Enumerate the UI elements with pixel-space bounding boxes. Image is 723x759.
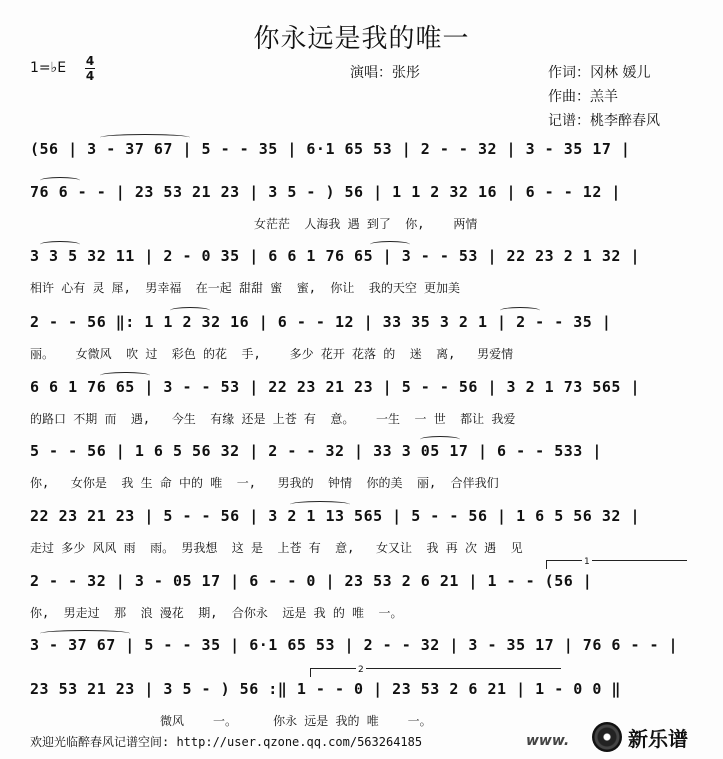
notes-line: 3 - 37 67 | 5 - - 35 | 6·1 65 53 | 2 - - 32 | 3 - 35 17 | 76 6 - - | xyxy=(30,636,679,654)
slur xyxy=(40,241,80,248)
notes-line: 3 3 5 32 11 | 2 - 0 35 | 6 6 1 76 65 | 3 - - 53 | 22 23 2 1 32 | xyxy=(30,247,640,265)
song-title: 你永远是我的唯一 xyxy=(253,24,470,54)
footer-text: 欢迎光临醉春风记谱空间: http://user.qzone.qq.com/563264185 xyxy=(30,735,423,749)
score-system-8 xyxy=(0,557,723,636)
slur xyxy=(40,630,130,637)
notes-line: 5 - - 56 | 1 6 5 56 32 | 2 - - 32 | 33 3 05 17 | 6 - - 533 | xyxy=(30,442,602,460)
volta-label: 1 xyxy=(584,557,590,567)
notes-line: 22 23 21 23 | 5 - - 56 | 3 2 1 13 565 | 5 - - 56 | 1 6 5 56 32 | xyxy=(30,507,640,525)
notes-line: 2 - - 56 ‖: 1 1 2 32 16 | 6 - - 12 | 33 35 3 2 1 | 2 - - 35 | xyxy=(30,313,612,331)
score-system-3 xyxy=(0,241,723,311)
lyricist-credit: 作词：冈林 媛儿 xyxy=(548,65,651,81)
lyrics-line: 你, 男走过 那 浪 漫花 期, 合你永 远是 我 的 唯 一。 xyxy=(30,606,403,620)
slur xyxy=(500,307,540,314)
score-system-4 xyxy=(0,307,723,377)
lyrics-line: 女茫茫 人海我 遇 到了 你, 两情 xyxy=(30,217,478,231)
site-logo xyxy=(592,718,720,756)
logo-text: 新乐谱 xyxy=(628,726,688,751)
slur xyxy=(100,134,190,141)
slur xyxy=(420,436,460,443)
lyrics-line: 微风 一。 你永 远是 我的 唯 一。 xyxy=(30,714,432,728)
time-signature-numerator: 4 xyxy=(85,54,95,68)
volta-label: 2 xyxy=(358,665,364,675)
lyrics-line: 你, 女你是 我 生 命 中的 唯 一, 男我的 钟情 你的美 丽, 合伴我们 xyxy=(30,476,499,490)
time-signature xyxy=(85,55,95,82)
lyrics-line: 丽。 女微风 吹 过 彩色 的花 手, 多少 花开 花落 的 迷 离, 男爱情 xyxy=(30,347,514,361)
singer-credit: 演唱：张彤 xyxy=(350,65,420,81)
watermark-text: www. xyxy=(526,733,570,749)
volta-bracket xyxy=(546,560,687,569)
notes-line: 76 6 - - | 23 53 21 23 | 3 5 - ) 56 | 1 1 2 32 16 | 6 - - 12 | xyxy=(30,183,621,201)
lyrics-line: 的路口 不期 而 遇, 今生 有缘 还是 上苍 有 意。 一生 一 世 都让 我爱 xyxy=(30,412,516,426)
record-disc-icon xyxy=(592,722,622,752)
slur xyxy=(40,177,80,184)
transcriber-credit: 记谱：桃李醉春风 xyxy=(548,113,660,129)
key-signature: 1=♭E xyxy=(30,60,67,76)
notes-line: 2 - - 32 | 3 - 05 17 | 6 - - 0 | 23 53 2 6 21 | 1 - - (56 | xyxy=(30,572,593,590)
volta-bracket xyxy=(310,668,561,677)
score-system-5 xyxy=(0,372,723,442)
slur xyxy=(290,501,350,508)
composer-credit: 作曲：羔羊 xyxy=(548,89,618,105)
time-signature-denominator: 4 xyxy=(85,69,95,83)
notes-line: (56 | 3 - 37 67 | 5 - - 35 | 6·1 65 53 | 2 - - 32 | 3 - 35 17 | xyxy=(30,140,631,158)
lyrics-line: 相许 心有 灵 犀, 男幸福 在一起 甜甜 蜜 蜜, 你让 我的天空 更加美 xyxy=(30,281,461,295)
lyrics-line: 走过 多少 风风 雨 雨。 男我想 这 是 上苍 有 意, 女又让 我 再 次 遇 见 xyxy=(30,541,523,555)
slur xyxy=(100,372,150,379)
score-system-6 xyxy=(0,436,723,506)
slur xyxy=(170,307,210,314)
notes-line: 6 6 1 76 65 | 3 - - 53 | 22 23 21 23 | 5 - - 56 | 3 2 1 73 565 | xyxy=(30,378,640,396)
notes-line: 23 53 21 23 | 3 5 - ) 56 :‖ 1 - - 0 | 23 53 2 6 21 | 1 - 0 0 ‖ xyxy=(30,680,621,698)
score-system-2 xyxy=(0,177,723,247)
slur xyxy=(370,241,410,248)
